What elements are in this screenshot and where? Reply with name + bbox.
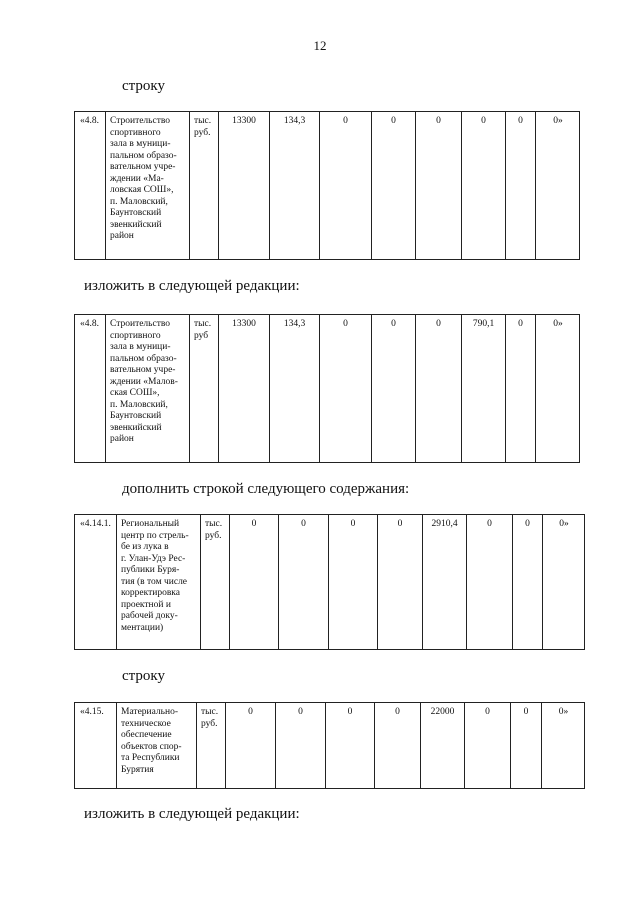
row-value: 13300 bbox=[219, 112, 270, 260]
row-value: 0 bbox=[506, 315, 536, 463]
row-value: 134,3 bbox=[270, 112, 320, 260]
page-number: 12 bbox=[313, 38, 327, 53]
row-unit: тыс. руб bbox=[190, 315, 219, 463]
row-value: 0 bbox=[279, 515, 329, 650]
table-row bbox=[75, 703, 585, 789]
section-heading: дополнить строкой следующего содержания: bbox=[122, 481, 410, 497]
row-value: 0 bbox=[506, 112, 536, 260]
budget-table bbox=[74, 314, 580, 463]
row-value: 0 bbox=[326, 703, 375, 789]
row-value: 0 bbox=[276, 703, 326, 789]
section-heading: строку bbox=[122, 78, 165, 94]
row-value: 0 bbox=[462, 112, 506, 260]
row-value: 0 bbox=[416, 112, 462, 260]
row-description: Материально- техническое обеспечение объектов спор- та Республики Бурятия bbox=[117, 703, 197, 789]
row-value: 0 bbox=[372, 112, 416, 260]
row-value: 0» bbox=[536, 315, 580, 463]
row-unit: тыс. руб. bbox=[197, 703, 226, 789]
row-description: Строительство спортивного зала в муници- пальном образо- вательном учре- ждении «Малов- ская СОШ», п. Маловский, Баунтовский эвенкийский район bbox=[106, 315, 190, 463]
row-value: 22000 bbox=[421, 703, 465, 789]
row-value: 0» bbox=[542, 703, 585, 789]
row-value: 0 bbox=[320, 112, 372, 260]
row-description: Строительство спортивного зала в муници- пальном образо- вательном учре- ждении «Ма- ловская СОШ», п. Маловский, Баунтовский эвенкийский район bbox=[106, 112, 190, 260]
row-value: 0 bbox=[372, 315, 416, 463]
row-number: «4.15. bbox=[75, 703, 117, 789]
row-value: 0 bbox=[465, 703, 511, 789]
budget-table bbox=[74, 514, 585, 650]
section-heading: изложить в следующей редакции: bbox=[84, 806, 300, 822]
section-heading: строку bbox=[122, 668, 165, 684]
row-unit: тыс. руб. bbox=[190, 112, 219, 260]
row-value: 0 bbox=[375, 703, 421, 789]
row-number: «4.8. bbox=[75, 112, 106, 260]
budget-table bbox=[74, 111, 580, 260]
row-value: 13300 bbox=[219, 315, 270, 463]
row-number: «4.14.1. bbox=[75, 515, 117, 650]
row-value: 0 bbox=[513, 515, 543, 650]
table-row bbox=[75, 315, 580, 463]
row-value: 0 bbox=[320, 315, 372, 463]
row-value: 0 bbox=[230, 515, 279, 650]
row-value: 134,3 bbox=[270, 315, 320, 463]
row-description: Региональный центр по стрель- бе из лука в г. Улан-Удэ Рес- публики Буря- тия (в том числе корректировка проектной и рабочей доку- ментации) bbox=[117, 515, 201, 650]
budget-table bbox=[74, 702, 585, 789]
row-unit: тыс. руб. bbox=[201, 515, 230, 650]
row-value: 0 bbox=[329, 515, 378, 650]
row-value: 790,1 bbox=[462, 315, 506, 463]
row-value: 0 bbox=[226, 703, 276, 789]
row-value: 0 bbox=[511, 703, 542, 789]
row-value: 0» bbox=[536, 112, 580, 260]
section-heading: изложить в следующей редакции: bbox=[84, 278, 300, 294]
row-value: 0» bbox=[543, 515, 585, 650]
table-row bbox=[75, 515, 585, 650]
row-value: 0 bbox=[378, 515, 423, 650]
row-value: 0 bbox=[467, 515, 513, 650]
row-value: 0 bbox=[416, 315, 462, 463]
row-value: 2910,4 bbox=[423, 515, 467, 650]
row-number: «4.8. bbox=[75, 315, 106, 463]
table-row bbox=[75, 112, 580, 260]
